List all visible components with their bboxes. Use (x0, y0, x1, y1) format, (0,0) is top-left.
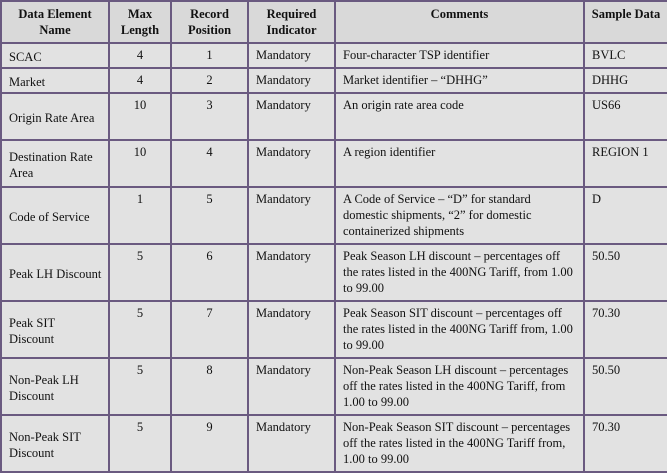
header-data-element-name: Data Element Name (1, 1, 109, 43)
cell-required: Mandatory (248, 358, 335, 415)
cell-record-position: 6 (171, 244, 248, 301)
header-max-length: Max Length (109, 1, 171, 43)
cell-max-length: 4 (109, 68, 171, 93)
cell-max-length: 5 (109, 301, 171, 358)
table-row (1, 415, 667, 472)
cell-name: Origin Rate Area (1, 93, 109, 140)
cell-name: Non-Peak LH Discount (1, 358, 109, 415)
cell-comments: An origin rate area code (335, 93, 584, 140)
cell-sample: 50.50 (584, 358, 667, 415)
cell-record-position: 7 (171, 301, 248, 358)
cell-sample: REGION 1 (584, 140, 667, 187)
header-comments: Comments (335, 1, 584, 43)
cell-name: Code of Service (1, 187, 109, 244)
cell-required: Mandatory (248, 415, 335, 472)
cell-name: Peak SIT Discount (1, 301, 109, 358)
cell-max-length: 4 (109, 43, 171, 68)
cell-name: Non-Peak SIT Discount (1, 415, 109, 472)
cell-name: Peak LH Discount (1, 244, 109, 301)
cell-comments: Four-character TSP identifier (335, 43, 584, 68)
header-sample-data: Sample Data (584, 1, 667, 43)
cell-record-position: 1 (171, 43, 248, 68)
cell-required: Mandatory (248, 140, 335, 187)
cell-comments: A Code of Service – “D” for standard domestic shipments, “2” for domestic containerized shipments (335, 187, 584, 244)
table-row (1, 301, 667, 358)
cell-required: Mandatory (248, 301, 335, 358)
cell-required: Mandatory (248, 93, 335, 140)
cell-name: SCAC (1, 43, 109, 68)
cell-sample: D (584, 187, 667, 244)
cell-max-length: 5 (109, 244, 171, 301)
cell-comments: Market identifier – “DHHG” (335, 68, 584, 93)
cell-required: Mandatory (248, 68, 335, 93)
cell-record-position: 5 (171, 187, 248, 244)
cell-required: Mandatory (248, 187, 335, 244)
cell-comments: A region identifier (335, 140, 584, 187)
cell-max-length: 5 (109, 415, 171, 472)
cell-required: Mandatory (248, 244, 335, 301)
cell-record-position: 3 (171, 93, 248, 140)
cell-sample: BVLC (584, 43, 667, 68)
cell-comments: Non-Peak Season LH discount – percentages off the rates listed in the 400NG Tariff, from 1.00 to 99.00 (335, 358, 584, 415)
cell-max-length: 10 (109, 93, 171, 140)
cell-max-length: 5 (109, 358, 171, 415)
table-row (1, 43, 667, 68)
table-row (1, 187, 667, 244)
cell-record-position: 8 (171, 358, 248, 415)
cell-max-length: 1 (109, 187, 171, 244)
cell-required: Mandatory (248, 43, 335, 68)
cell-sample: US66 (584, 93, 667, 140)
cell-sample: 70.30 (584, 415, 667, 472)
cell-max-length: 10 (109, 140, 171, 187)
cell-record-position: 9 (171, 415, 248, 472)
cell-comments: Peak Season LH discount – percentages off the rates listed in the 400NG Tariff, from 1.00 to 99.00 (335, 244, 584, 301)
table-row (1, 358, 667, 415)
table-row (1, 140, 667, 187)
cell-name: Destination Rate Area (1, 140, 109, 187)
cell-comments: Non-Peak Season SIT discount – percentages off the rates listed in the 400NG Tariff from, 1.00 to 99.00 (335, 415, 584, 472)
cell-name: Market (1, 68, 109, 93)
cell-sample: DHHG (584, 68, 667, 93)
header-required-indicator: Required Indicator (248, 1, 335, 43)
cell-sample: 50.50 (584, 244, 667, 301)
table-row (1, 68, 667, 93)
cell-record-position: 4 (171, 140, 248, 187)
cell-record-position: 2 (171, 68, 248, 93)
header-row (1, 1, 667, 43)
table-row (1, 244, 667, 301)
header-record-position: Record Position (171, 1, 248, 43)
cell-sample: 70.30 (584, 301, 667, 358)
table-row (1, 93, 667, 140)
cell-comments: Peak Season SIT discount – percentages off the rates listed in the 400NG Tariff from, 1.00 to 99.00 (335, 301, 584, 358)
